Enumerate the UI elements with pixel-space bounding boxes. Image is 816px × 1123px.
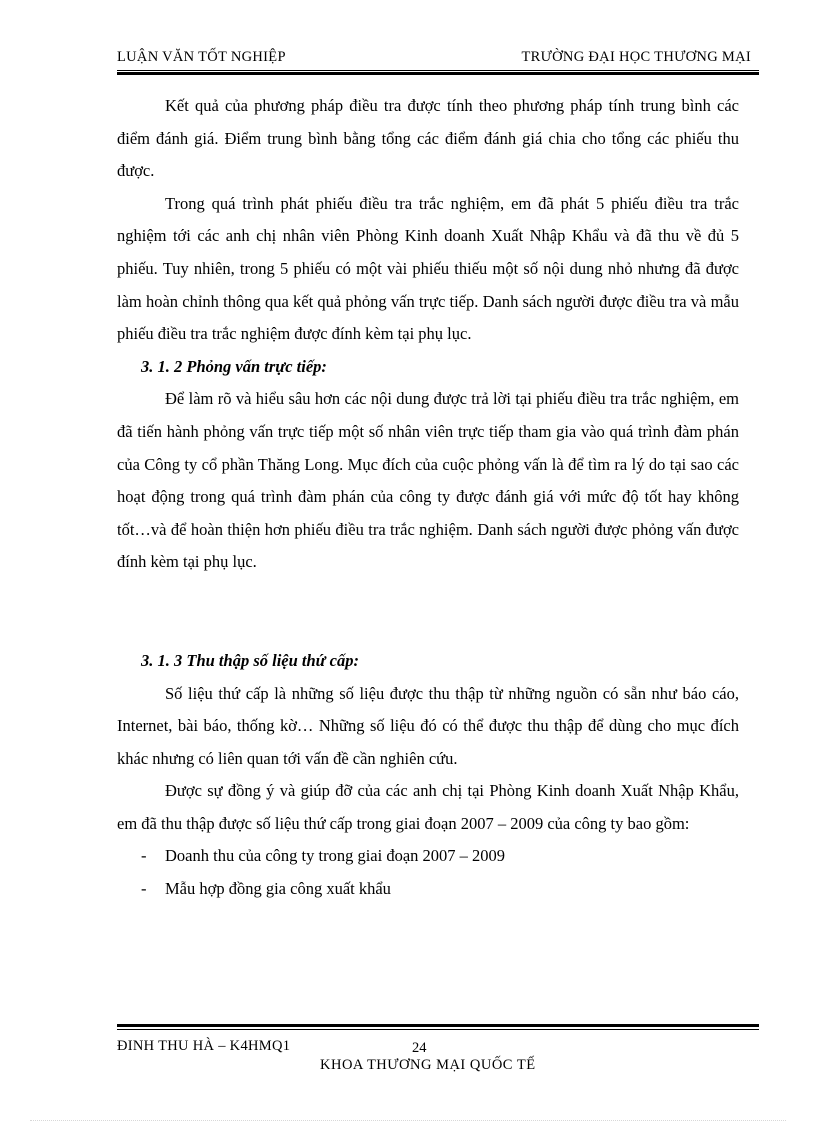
page-header (117, 49, 759, 71)
page-number: 24 (412, 1040, 427, 1056)
footer-faculty: KHOA THƯƠNG MẠI QUỐC TẾ (320, 1057, 536, 1073)
footer-rule-thin (117, 1029, 759, 1030)
header-university: TRƯỜNG ĐẠI HỌC THƯƠNG MẠI (521, 49, 751, 65)
paragraph-survey-process: Trong quá trình phát phiếu điều tra trắc nghiệm, em đã phát 5 phiếu điều tra trắc nghiệm tới các anh chị nhân viên Phòng Kinh doanh Xuất Nhập Khẩu và đã thu về đủ 5 phiếu. Tuy nhiên, trong 5 phiếu có một vài phiếu thiếu một số nội dung nhỏ nhưng đã được làm hoàn chỉnh thông qua kết quả phỏng vấn trực tiếp. Danh sách người được điều tra và mẫu phiếu điều tra trắc nghiệm được đính kèm tại phụ lục. (117, 193, 739, 344)
list-item (117, 873, 739, 906)
section-heading-interview: 3. 1. 2 Phỏng vấn trực tiếp: (141, 356, 327, 376)
footer-author: ĐINH THU HÀ – K4HMQ1 (117, 1038, 291, 1054)
paragraph-data-collected: Được sự đồng ý và giúp đỡ của các anh chị tại Phòng Kinh doanh Xuất Nhập Khẩu, em đã thu thập được số liệu thứ cấp trong giai đoạn 2007 – 2009 của công ty bao gồm: (117, 781, 739, 833)
list-item-text: Mẫu hợp đồng gia công xuất khẩu (165, 879, 391, 899)
paragraph-method-result: Kết quả của phương pháp điều tra được tính theo phương pháp tính trung bình các điểm đánh giá. Điểm trung bình bằng tổng các điểm đánh giá chia cho tổng các phiếu thu được. (117, 96, 739, 181)
page-body (117, 90, 739, 906)
list-item-text: Doanh thu của công ty trong giai đoạn 2007 – 2009 (165, 846, 506, 866)
header-thesis-title: LUẬN VĂN TỐT NGHIỆP (117, 49, 286, 65)
header-rule-thick (117, 72, 759, 75)
spacer (117, 579, 739, 645)
paragraph-secondary-data: Số liệu thứ cấp là những số liệu được thu thập từ những nguồn có sẵn như báo cáo, Internet, bài báo, thống kờ… Những số liệu đó có thể được thu thập để dùng cho mục đích khác nhưng có liên quan tới vấn đề cần nghiên cứu. (117, 683, 739, 768)
footer-rule-thick (117, 1024, 759, 1027)
list-item (117, 840, 739, 873)
bullet-dash: - (141, 879, 147, 899)
header-rule-thin (117, 70, 759, 71)
paragraph-interview: Để làm rõ và hiểu sâu hơn các nội dung được trả lời tại phiếu điều tra trắc nghiệm, em đã tiến hành phỏng vấn trực tiếp một số nhân viên trực tiếp tham gia vào quá trình đàm phán của Công ty cổ phần Thăng Long. Mục đích của cuộc phỏng vấn là để tìm ra lý do tại sao các hoạt động trong quá trình đàm phán của công ty được đánh giá với mức độ tốt hay không tốt…và để hoàn thiện hơn phiếu điều tra trắc nghiệm. Danh sách người được phỏng vấn được đính kèm tại phụ lục. (117, 389, 739, 572)
bullet-dash: - (141, 846, 147, 866)
page-bottom-dotted-line (30, 1120, 786, 1121)
section-heading-secondary-data: 3. 1. 3 Thu thập số liệu thứ cấp: (141, 650, 359, 670)
